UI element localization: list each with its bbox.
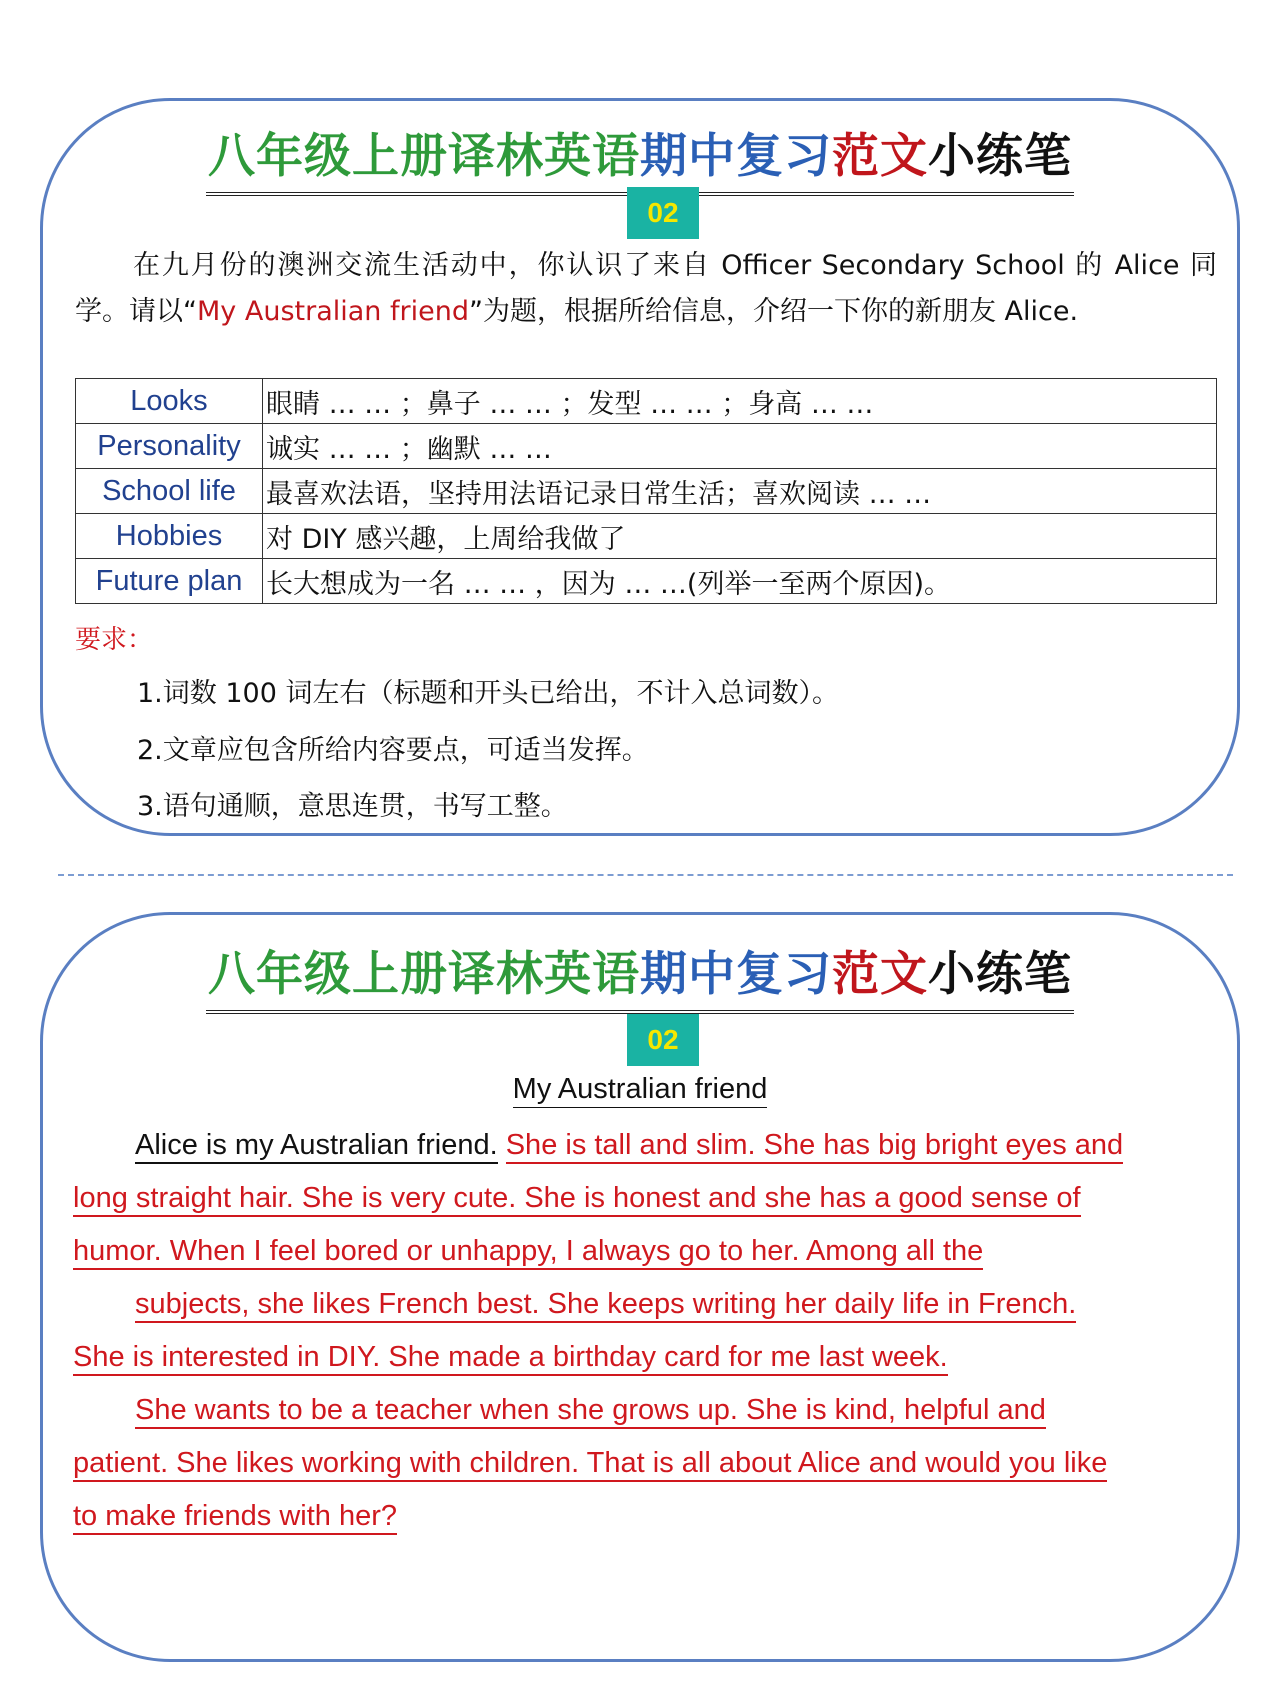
essay-sentence: humor. When I feel bored or unhappy, I always go to her. Among all the xyxy=(73,1235,983,1270)
model-essay xyxy=(73,1119,1219,1543)
number-badge: 02 xyxy=(627,187,699,239)
essay-line xyxy=(73,1331,1219,1384)
task-essay-title: My Australian friend xyxy=(197,296,469,327)
essay-sentence: She is tall and slim. She has big bright eyes and xyxy=(506,1129,1123,1164)
title-part-review: 期中复习 xyxy=(640,947,832,1002)
essay-title-text: My Australian friend xyxy=(513,1073,768,1108)
row-label: Hobbies xyxy=(76,514,263,559)
row-content: 长大想成为一名 … … ，因为 … …(列举一至两个原因)。 xyxy=(263,559,1217,604)
table-row xyxy=(76,559,1217,604)
row-content: 眼睛 … … ；鼻子 … … ；发型 … … ；身高 … … xyxy=(263,379,1217,424)
row-label: Looks xyxy=(76,379,263,424)
essay-line xyxy=(73,1172,1219,1225)
table-row xyxy=(76,424,1217,469)
essay-line xyxy=(73,1225,1219,1278)
essay-line xyxy=(73,1278,1219,1331)
title-part-model: 范文 xyxy=(832,129,928,184)
essay-sentence: She wants to be a teacher when she grows up. She is kind, helpful and xyxy=(135,1394,1046,1429)
essay-opening: Alice is my Australian friend. xyxy=(135,1129,498,1164)
essay-line xyxy=(73,1384,1219,1437)
essay-title xyxy=(43,1073,1237,1106)
row-content: 诚实 … … ；幽默 … … xyxy=(263,424,1217,469)
task-text-start: 在九月份的澳洲交流生活动中，你认识了来自 Officer Secondary School 的 Alice 同学。请以“ xyxy=(75,250,1217,327)
number-badge: 02 xyxy=(627,1014,699,1066)
title-part-grade: 八年级上册译林英语 xyxy=(208,947,640,1002)
info-table xyxy=(75,378,1217,604)
essay-line xyxy=(73,1437,1219,1490)
row-label: School life xyxy=(76,469,263,514)
model-essay-card xyxy=(40,912,1240,1662)
row-content: 最喜欢法语，坚持用法语记录日常生活；喜欢阅读 … … xyxy=(263,469,1217,514)
task-description xyxy=(75,243,1217,335)
requirements-heading: 要求： xyxy=(75,625,154,655)
requirement-item: 1.词数 100 词左右（标题和开头已给出，不计入总词数）。 xyxy=(137,678,839,709)
requirement-item: 2.文章应包含所给内容要点，可适当发挥。 xyxy=(137,735,649,766)
dashed-divider xyxy=(58,874,1233,876)
essay-sentence: patient. She likes working with children. That is all about Alice and would you like xyxy=(73,1447,1107,1482)
row-label: Personality xyxy=(76,424,263,469)
writing-task-card xyxy=(40,98,1240,836)
card-title xyxy=(43,937,1237,1014)
row-label: Future plan xyxy=(76,559,263,604)
essay-sentence: subjects, she likes French best. She keeps writing her daily life in French. xyxy=(135,1288,1076,1323)
card-title xyxy=(43,119,1237,196)
essay-sentence: to make friends with her? xyxy=(73,1500,397,1535)
title-part-practice: 小练笔 xyxy=(928,129,1072,184)
title-part-grade: 八年级上册译林英语 xyxy=(208,129,640,184)
title-part-review: 期中复习 xyxy=(640,129,832,184)
table-row xyxy=(76,469,1217,514)
essay-sentence: She is interested in DIY. She made a birthday card for me last week. xyxy=(73,1341,948,1376)
essay-sentence: long straight hair. She is very cute. She is honest and she has a good sense of xyxy=(73,1182,1081,1217)
essay-line xyxy=(73,1490,1219,1543)
requirement-item: 3.语句通顺，意思连贯，书写工整。 xyxy=(137,791,568,822)
row-content: 对 DIY 感兴趣，上周给我做了 xyxy=(263,514,1217,559)
title-part-model: 范文 xyxy=(832,947,928,1002)
essay-line xyxy=(73,1119,1219,1172)
table-row xyxy=(76,514,1217,559)
table-row xyxy=(76,379,1217,424)
task-text-end: ”为题，根据所给信息，介绍一下你的新朋友 Alice. xyxy=(468,296,1079,327)
title-part-practice: 小练笔 xyxy=(928,947,1072,1002)
